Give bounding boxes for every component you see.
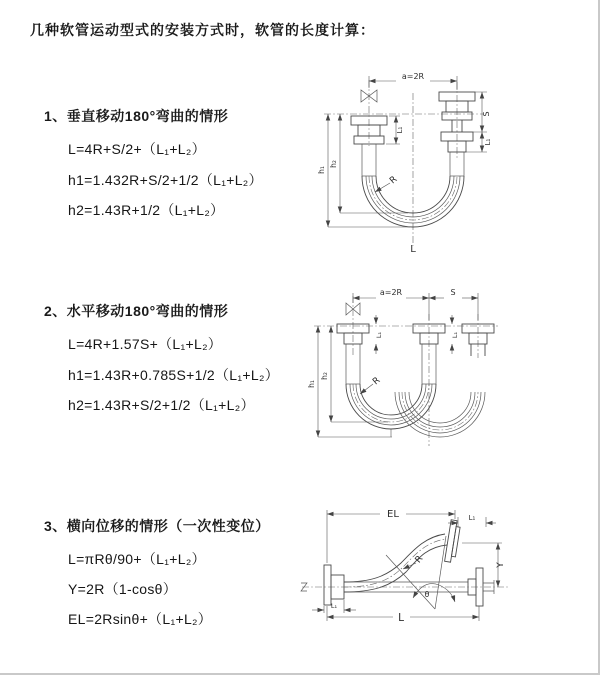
dim-label-s: S <box>482 111 491 117</box>
radius-construction <box>386 536 455 609</box>
dim-label-h2: h₂ <box>320 372 329 380</box>
tilted-flange <box>445 520 461 563</box>
radius-callout <box>403 554 425 569</box>
dim-label-l1-left: L₁ <box>330 602 338 610</box>
dimension-l1-left <box>386 116 404 144</box>
centerlines <box>324 80 484 246</box>
label-r: R <box>413 554 426 566</box>
formula-3-Y: Y=2R（1-cosθ） <box>68 581 178 597</box>
dim-label-l: L <box>398 612 404 624</box>
dimension-a2r <box>369 72 457 90</box>
formula-3-L: L=πRθ/90+（L₁+L₂） <box>68 551 206 567</box>
section-2-heading: 2、水平移动180°弯曲的情形 <box>44 303 229 319</box>
radius-callout <box>360 376 382 394</box>
dimension-h2 <box>320 326 388 422</box>
diagram-lateral-displacement <box>298 505 598 637</box>
dimension-a2r <box>353 288 478 320</box>
dimension-l1-mid <box>451 315 459 354</box>
dim-label-l1-right: L₁ <box>484 138 492 146</box>
page-title: 几种软管运动型式的安装方式时，软管的长度计算： <box>30 22 375 38</box>
formula-3-EL: EL=2Rsinθ+（L₁+L₂） <box>68 611 213 627</box>
left-flange <box>324 565 344 605</box>
centerlines <box>314 296 498 446</box>
dimension-s <box>473 92 491 132</box>
dimension-l1-left <box>312 600 356 613</box>
formula-1-L: L=4R+S/2+（L₁+L₂） <box>68 141 206 157</box>
dimension-l1-right <box>466 132 492 152</box>
dimension-l1-left <box>375 315 383 354</box>
dim-label-a2r: a=2R <box>379 288 403 297</box>
dim-label-l1-left: L₁ <box>396 126 404 134</box>
valve-icon <box>361 90 377 102</box>
section-1-heading: 1、垂直移动180°弯曲的情形 <box>44 108 229 124</box>
label-theta: θ <box>424 590 430 599</box>
centerline <box>301 583 510 591</box>
dim-label-h1: h₁ <box>317 166 326 174</box>
dim-label-s: S <box>450 288 456 297</box>
dim-label-l1-mid: L₁ <box>451 331 459 339</box>
label-r: R <box>388 174 400 187</box>
formula-1-h1: h1=1.432R+S/2+1/2（L₁+L₂） <box>68 172 263 188</box>
dimension-l <box>327 606 479 624</box>
pipe-fittings <box>337 324 494 384</box>
dim-label-a2r: a=2R <box>401 72 425 81</box>
diagram-vertical-180-bend <box>312 68 592 258</box>
dim-label-l1-left: L₁ <box>375 331 383 339</box>
dim-label-l1-right: L₁ <box>468 514 476 522</box>
diagram-horizontal-180-bend <box>306 284 598 462</box>
label-l: L <box>410 244 416 255</box>
dim-label-h1: h₁ <box>307 380 316 388</box>
label-r: R <box>371 375 383 388</box>
length-label <box>410 244 416 255</box>
section-3-heading: 3、横向位移的情形（一次性变位） <box>44 518 270 534</box>
dimension-y <box>462 543 506 587</box>
dim-label-el: EL <box>387 509 399 520</box>
formula-1-h2: h2=1.43R+1/2（L₁+L₂） <box>68 202 225 218</box>
dim-label-y: Y <box>496 562 506 568</box>
formula-2-h1: h1=1.43R+0.785S+1/2（L₁+L₂） <box>68 367 279 383</box>
formula-2-h2: h2=1.43R+S/2+1/2（L₁+L₂） <box>68 397 255 413</box>
formula-2-L: L=4R+1.57S+（L₁+L₂） <box>68 336 223 352</box>
dim-label-h2: h₂ <box>329 160 338 168</box>
